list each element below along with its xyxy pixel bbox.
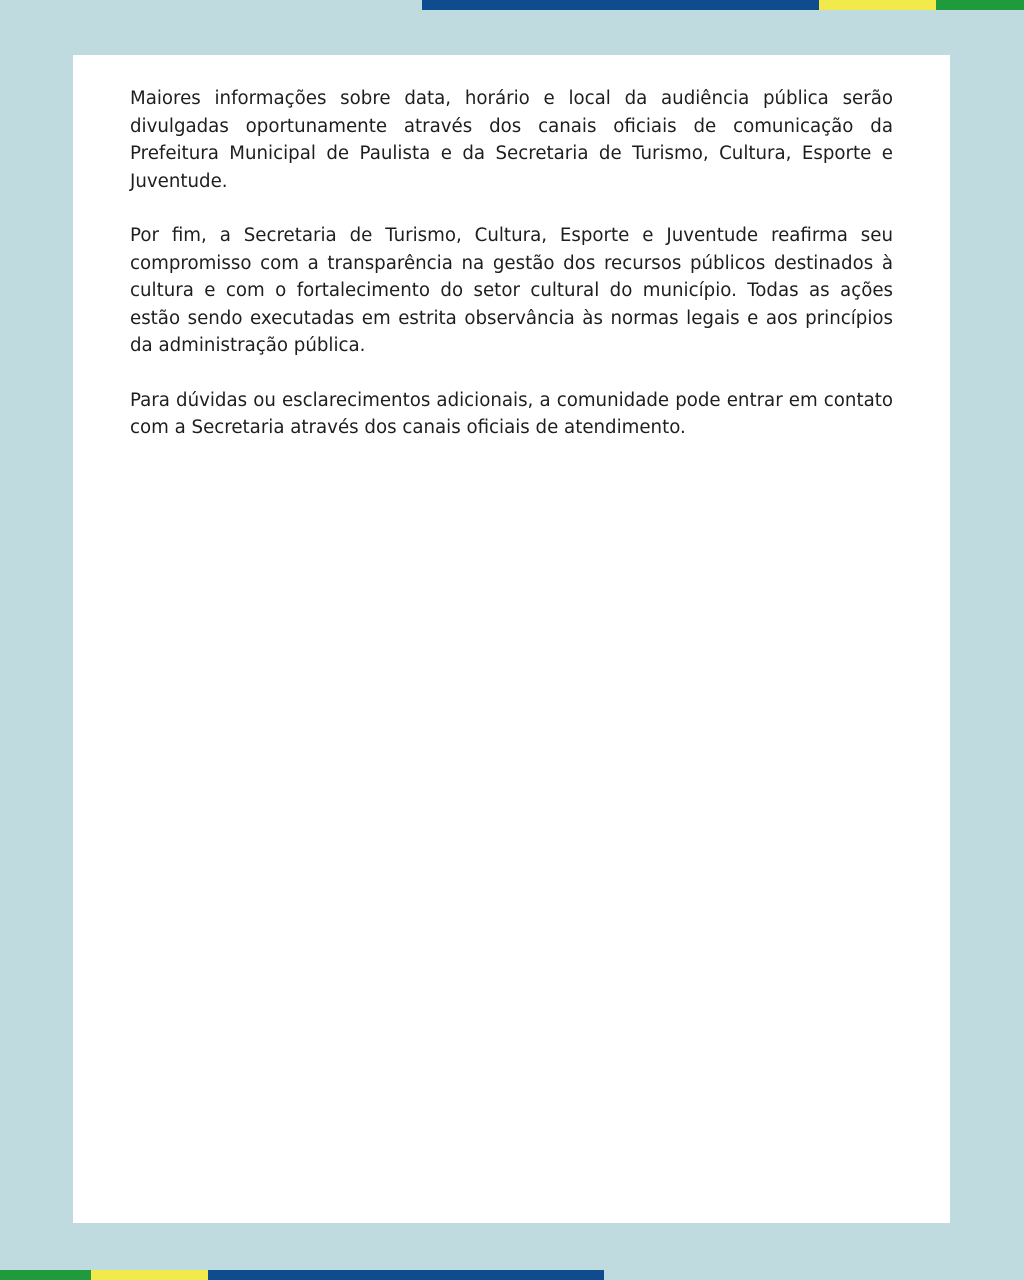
- document-page: [73, 55, 950, 1223]
- stripe-blue-segment: [208, 1270, 604, 1280]
- stripe-yellow-segment: [819, 0, 936, 10]
- top-color-stripe: [422, 0, 1024, 10]
- stripe-yellow-segment: [91, 1270, 208, 1280]
- bottom-color-stripe: [0, 1270, 604, 1280]
- stripe-green-segment: [936, 0, 1024, 10]
- paragraph-compromisso: Por fim, a Secretaria de Turismo, Cultura, Esporte e Juventude reafirma seu compromisso com a transparência na gestão dos recursos públicos destinados à cultura e com o fortalecimento do setor cultural do município. Todas as ações estão sendo executadas em estrita observância às normas legais e aos princípios da administração pública.: [130, 225, 893, 356]
- stripe-blue-segment: [422, 0, 819, 10]
- paragraph-contato: Para dúvidas ou esclarecimentos adicionais, a comunidade pode entrar em contato com a Secretaria através dos canais oficiais de atendimento.: [130, 389, 893, 438]
- stripe-green-segment: [0, 1270, 91, 1280]
- paragraph-audiencia-info: Maiores informações sobre data, horário e local da audiência pública serão divulgadas oportunamente através dos canais oficiais de comunicação da Prefeitura Municipal de Paulista e da Secretaria de Turismo, Cultura, Esporte e Juventude.: [130, 88, 893, 192]
